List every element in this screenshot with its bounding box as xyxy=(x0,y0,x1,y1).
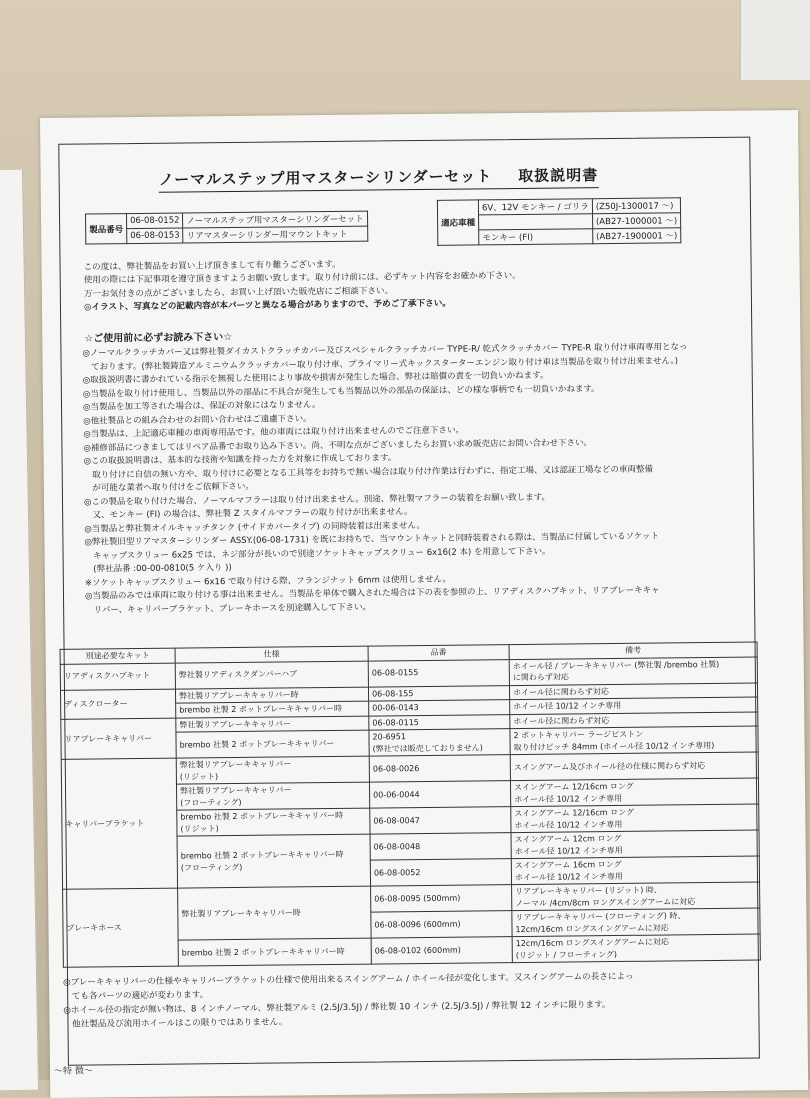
product-number-table xyxy=(85,211,368,245)
kit-part: 00-06-0044 xyxy=(369,781,510,808)
part-text: 20-6951 xyxy=(372,732,406,742)
kit-note xyxy=(512,882,760,911)
kit-note xyxy=(511,804,759,833)
intro-line: ◎イラスト、写真などの記載内容が本パーツと異なる場合がありますので、予めご了承下さい。 xyxy=(83,298,451,313)
kit-note xyxy=(509,657,757,686)
kit-note: ホイール径に関わらず対応 xyxy=(510,712,758,729)
note-line: ◎取扱説明書に書かれている指示を無視した使用により事故や損害が発生した場合、弊社は賠償の責を一切負いかねます。 xyxy=(82,370,549,386)
note-text: ホイール径 10/12 インチ専用 xyxy=(514,871,624,882)
kit-spec: brembo 社製 2 ポットブレーキキャリパー時 xyxy=(176,701,369,718)
kit-note xyxy=(512,908,760,937)
kit-category: ディスクローター xyxy=(60,689,175,719)
note-text: に関わらず対応 xyxy=(512,672,569,683)
kit-note: ホイール径 10/12 インチ専用 xyxy=(510,697,758,714)
note-line: ◎当製品は、上記適応車種の車両専用品です。他の車両には取り付け出来ませんのでご注意下さい。 xyxy=(83,425,465,440)
note-text: 12cm/16cm ロングスイングアームに対応 xyxy=(515,922,669,934)
kit-spec: 弊社製リアブレーキキャリパー時 xyxy=(178,886,372,940)
note-text: 2 ポットキャリパー ラージピストン xyxy=(513,729,644,741)
document-title xyxy=(159,164,599,193)
intro-line: 使用の際には下記事項を遵守頂きますようお願い致します。取り付け前には、必ずキット内容をお確かめ下さい。 xyxy=(83,271,521,286)
note-text: スイングアーム 12cm ロング xyxy=(514,833,622,845)
note-text: スイングアーム 16cm ロング xyxy=(514,859,622,871)
note-line: ◎弊社製旧型リアマスターシリンダー ASSY.(06-08-1731) を既にお持ちで、当マウントキットと同時装着される際は、当製品に付属しているソケット xyxy=(84,531,660,548)
note-line: キャップスクリュー 6x25 では、ネジ部分が長いので別途ソケットキャップスクリュー 6x16(2 本) を用意して下さい。 xyxy=(84,546,551,562)
kit-spec: brembo 社製 2 ポットブレーキキャリパー xyxy=(176,730,369,758)
kit-spec: 弊社製リアディスクダンパーハブ xyxy=(175,661,368,689)
kit-note: スイングアーム及びホイール径の仕様に関わらず対応 xyxy=(510,752,758,781)
header-remarks: 備考 xyxy=(509,642,757,659)
kit-part: 06-08-0155 xyxy=(368,659,509,686)
note-line: ◎当製品のみでは車両に取り付ける事は出来ません。当製品を単体で購入された場合は下の表を参照の上、リアディスクハブキット、リアブレーキキャ xyxy=(84,585,660,602)
note-text: 取り付けピッチ 84mm (ホイール径 10/12 インチ専用) xyxy=(513,740,715,752)
kit-category: リアブレーキキャリパー xyxy=(61,718,176,760)
footer-line: ◎ブレーキキャリパーの仕様やキャリパーブラケットの仕様で使用出来るスイングアーム / ホイール径が変化します。又スイングアームの長さによっ xyxy=(63,971,634,988)
intro-text xyxy=(84,255,745,316)
vehicle-model xyxy=(479,214,593,230)
note-text: 12cm/16cm ロングスイングアームに対応 xyxy=(515,937,669,949)
kit-note: ホイール径に関わらず対応 xyxy=(509,683,757,700)
note-line: リパー、キャリパーブラケット、ブレーキホースを別途購入して下さい。 xyxy=(85,602,371,616)
kit-spec: brembo 社製 2 ポットブレーキキャリパー時 xyxy=(178,938,371,966)
note-text: リアブレーキキャリパー (フローティング) 時、 xyxy=(515,911,686,923)
note-line: ◎この製品を取り付けた場合、ノーマルマフラーは取り付け出来ません。別途、弊社製マフラーの装着をお願い致します。 xyxy=(83,492,551,508)
note-text: ホイール径 / ブレーキキャリパー (弊社製 /brembo 社製) xyxy=(512,659,720,671)
footer-line: ても各パーツの適応が変わります。 xyxy=(63,990,209,1002)
kit-category: ブレーキホース xyxy=(63,888,179,967)
kit-note xyxy=(512,934,760,963)
spec-text: brembo 社製 2 ポットブレーキキャリパー時 xyxy=(180,810,344,822)
background-paper xyxy=(740,0,810,80)
spec-text: brembo 社製 2 ポットブレーキキャリパー時 xyxy=(180,849,344,861)
note-line: ◎当製品を取り付け使用し、当製品以外の部品に不具合が発生しても当製品以外の部品の保証は、どの様な事柄でも一切負いかねます。 xyxy=(82,383,600,400)
note-text: ホイール径 10/12 インチ専用 xyxy=(514,845,623,856)
note-text: スイングアーム 12/16cm ロング xyxy=(514,807,634,819)
notes-list xyxy=(82,341,755,618)
note-line: (弊社品番 :00-00-0810(5 ケ入り )) xyxy=(84,563,232,575)
kit-part: 06-08-0047 xyxy=(370,807,511,834)
note-text: ノーマル /4cm/8cm ロングスイングアームに対応 xyxy=(515,896,696,908)
note-line: ※ソケットキャップスクリュー 6x16 で取り付ける際、フランジナット 6mm は使用しません。 xyxy=(84,574,452,589)
note-text: リアブレーキキャリパー (リジット) 時、 xyxy=(515,885,662,897)
spec-text: (フローティング) xyxy=(180,797,242,808)
product-name: ノーマルステップ用マスターシリンダーセット xyxy=(183,211,367,228)
vehicle-frame: (AB27-1900001 ～) xyxy=(593,228,681,244)
kit-part: 06-08-155 xyxy=(368,685,509,701)
vehicle-frame: (Z50J-1300017 ～) xyxy=(592,198,680,214)
note-line: ◎この取扱説明書は、基本的な技術や知識を持った方を対象に作成しております。 xyxy=(83,453,397,467)
kit-part: 06-08-0052 xyxy=(370,859,511,886)
kit-part: 00-06-0143 xyxy=(369,700,510,716)
header-spec: 仕様 xyxy=(175,646,368,663)
kit-note xyxy=(510,726,758,755)
footer-line: 他社製品及び流用ホイールはこの限りではありません。 xyxy=(63,1017,288,1030)
kit-part xyxy=(369,729,510,756)
kit-part: 06-08-0026 xyxy=(369,755,510,782)
required-kit-table xyxy=(60,642,761,968)
kit-note xyxy=(511,830,759,859)
part-text: (弊社では販売しておりません) xyxy=(372,742,483,754)
kit-spec xyxy=(176,756,369,784)
footer-line: ◎ホイール径の指定が無い物は、8 インチノーマル、弊社製アルミ (2.5J/3.5J) / 弊社製 10 インチ (2.5J/3.5J) / 弊社製 12 インチに限ります。 xyxy=(63,1000,611,1016)
note-line: ◎ノーマルクラッチカバー又は弊社製ダイカストクラッチカバー及びスペシャルクラッチカバー TYPE-R/ 乾式クラッチカバー TYPE-R 取り付け車両専用となっ xyxy=(82,342,688,359)
kit-category: キャリパーブラケット xyxy=(61,758,177,889)
note-line: 又、モンキー (FI) の場合は、弊社製 Z スタイルマフラーの取り付けが出来ません。 xyxy=(84,507,413,521)
spec-text: 弊社製リアブレーキキャリパー xyxy=(179,759,292,770)
header-kit: 別途必要なキット xyxy=(60,648,175,664)
product-label: 製品番号 xyxy=(86,214,127,244)
kit-part: 06-08-0102 (600mm) xyxy=(371,937,512,964)
product-name: リアマスターシリンダー用マウントキット xyxy=(183,226,367,243)
note-line: が可能な業者へ取り付けをご依頼下さい。 xyxy=(83,481,254,494)
kit-spec xyxy=(176,782,369,810)
kit-note xyxy=(511,856,759,885)
spec-text: (リジット) xyxy=(180,823,219,834)
note-text: ホイール径 10/12 インチ専用 xyxy=(514,793,623,804)
vehicle-table xyxy=(437,197,682,246)
note-line: ◎当製品と弊社製オイルキャッチタンク (サイドカバータイプ) の同時装着は出来ません。 xyxy=(84,520,426,535)
note-line: ◎他社製品との組み合わせのお問い合わせはご遠慮下さい。 xyxy=(83,413,312,427)
header-part-number: 品番 xyxy=(368,645,509,661)
kit-part: 06-08-0048 xyxy=(370,833,511,860)
note-text: (リジット / フローティング) xyxy=(515,949,618,960)
kit-part: 06-08-0095 (500mm) xyxy=(371,885,512,912)
product-code: 06-08-0153 xyxy=(127,228,184,244)
note-text: スイングアーム 12/16cm ロング xyxy=(513,781,634,793)
kit-spec: 弊社製リアブレーキキャリパー xyxy=(176,716,369,733)
title-sub: 取扱説明書 xyxy=(518,166,599,185)
note-line: ◎補修部品につきましてはリペア品番でお取り込み下さい。尚、不明な点がございましたらお買い求め販売店にお問い合わせ下さい。 xyxy=(83,437,593,454)
intro-line: この度は、弊社製品をお買い上げ頂きまして有り難うございます。 xyxy=(83,259,341,273)
spec-text: (フローティング) xyxy=(180,862,243,873)
note-line: ております。(弊社製鋳造アルミニウムクラッチカバー取り付け車、プライマリー式キックスターターエンジン取り付け車は当製品を取り付け出来ません。) xyxy=(82,355,679,373)
kit-spec xyxy=(177,834,371,888)
kit-category: リアディスクハブキット xyxy=(60,663,175,690)
vehicle-model: 6V、12V モンキー / ゴリラ xyxy=(478,199,592,215)
title-main: ノーマルステップ用マスターシリンダーセット xyxy=(158,167,493,189)
intro-line: 万一お気付きの点がございましたら、お買い上げ頂いた販売店にご相談下さい。 xyxy=(83,286,394,300)
note-text: ホイール径 10/12 インチ専用 xyxy=(514,819,623,830)
features-heading: ～特 徴～ xyxy=(53,1066,93,1077)
footer-notes xyxy=(63,968,764,1031)
kit-part: 06-08-0115 xyxy=(369,714,510,730)
kit-part: 06-08-0096 (600mm) xyxy=(371,911,512,938)
kit-note xyxy=(510,778,758,807)
vehicle-model: モンキー (FI) xyxy=(479,229,593,245)
vehicle-frame: (AB27-1000001 ～) xyxy=(592,213,680,229)
notes-heading: ☆ご使用前に必ずお読み下さい☆ xyxy=(84,331,233,345)
spec-text: (リジット) xyxy=(179,771,219,782)
instruction-sheet xyxy=(40,110,808,1098)
note-line: ◎当製品を加工等された場合は、保証の対象にはなりません。 xyxy=(82,400,321,413)
kit-spec xyxy=(177,808,370,836)
vehicle-label: 適応車種 xyxy=(437,200,478,245)
spec-text: 弊社製リアブレーキキャリパー xyxy=(180,785,292,796)
product-code: 06-08-0152 xyxy=(127,213,184,229)
note-line: 取り付けに自信の無い方や、取り付けに必要となる工具等をお持ちで無い場合は取り付け作業は行わずに、指定工場、又は認証工場などの車両整備 xyxy=(83,464,654,481)
kit-spec: 弊社製リアブレーキキャリパー時 xyxy=(175,687,368,704)
